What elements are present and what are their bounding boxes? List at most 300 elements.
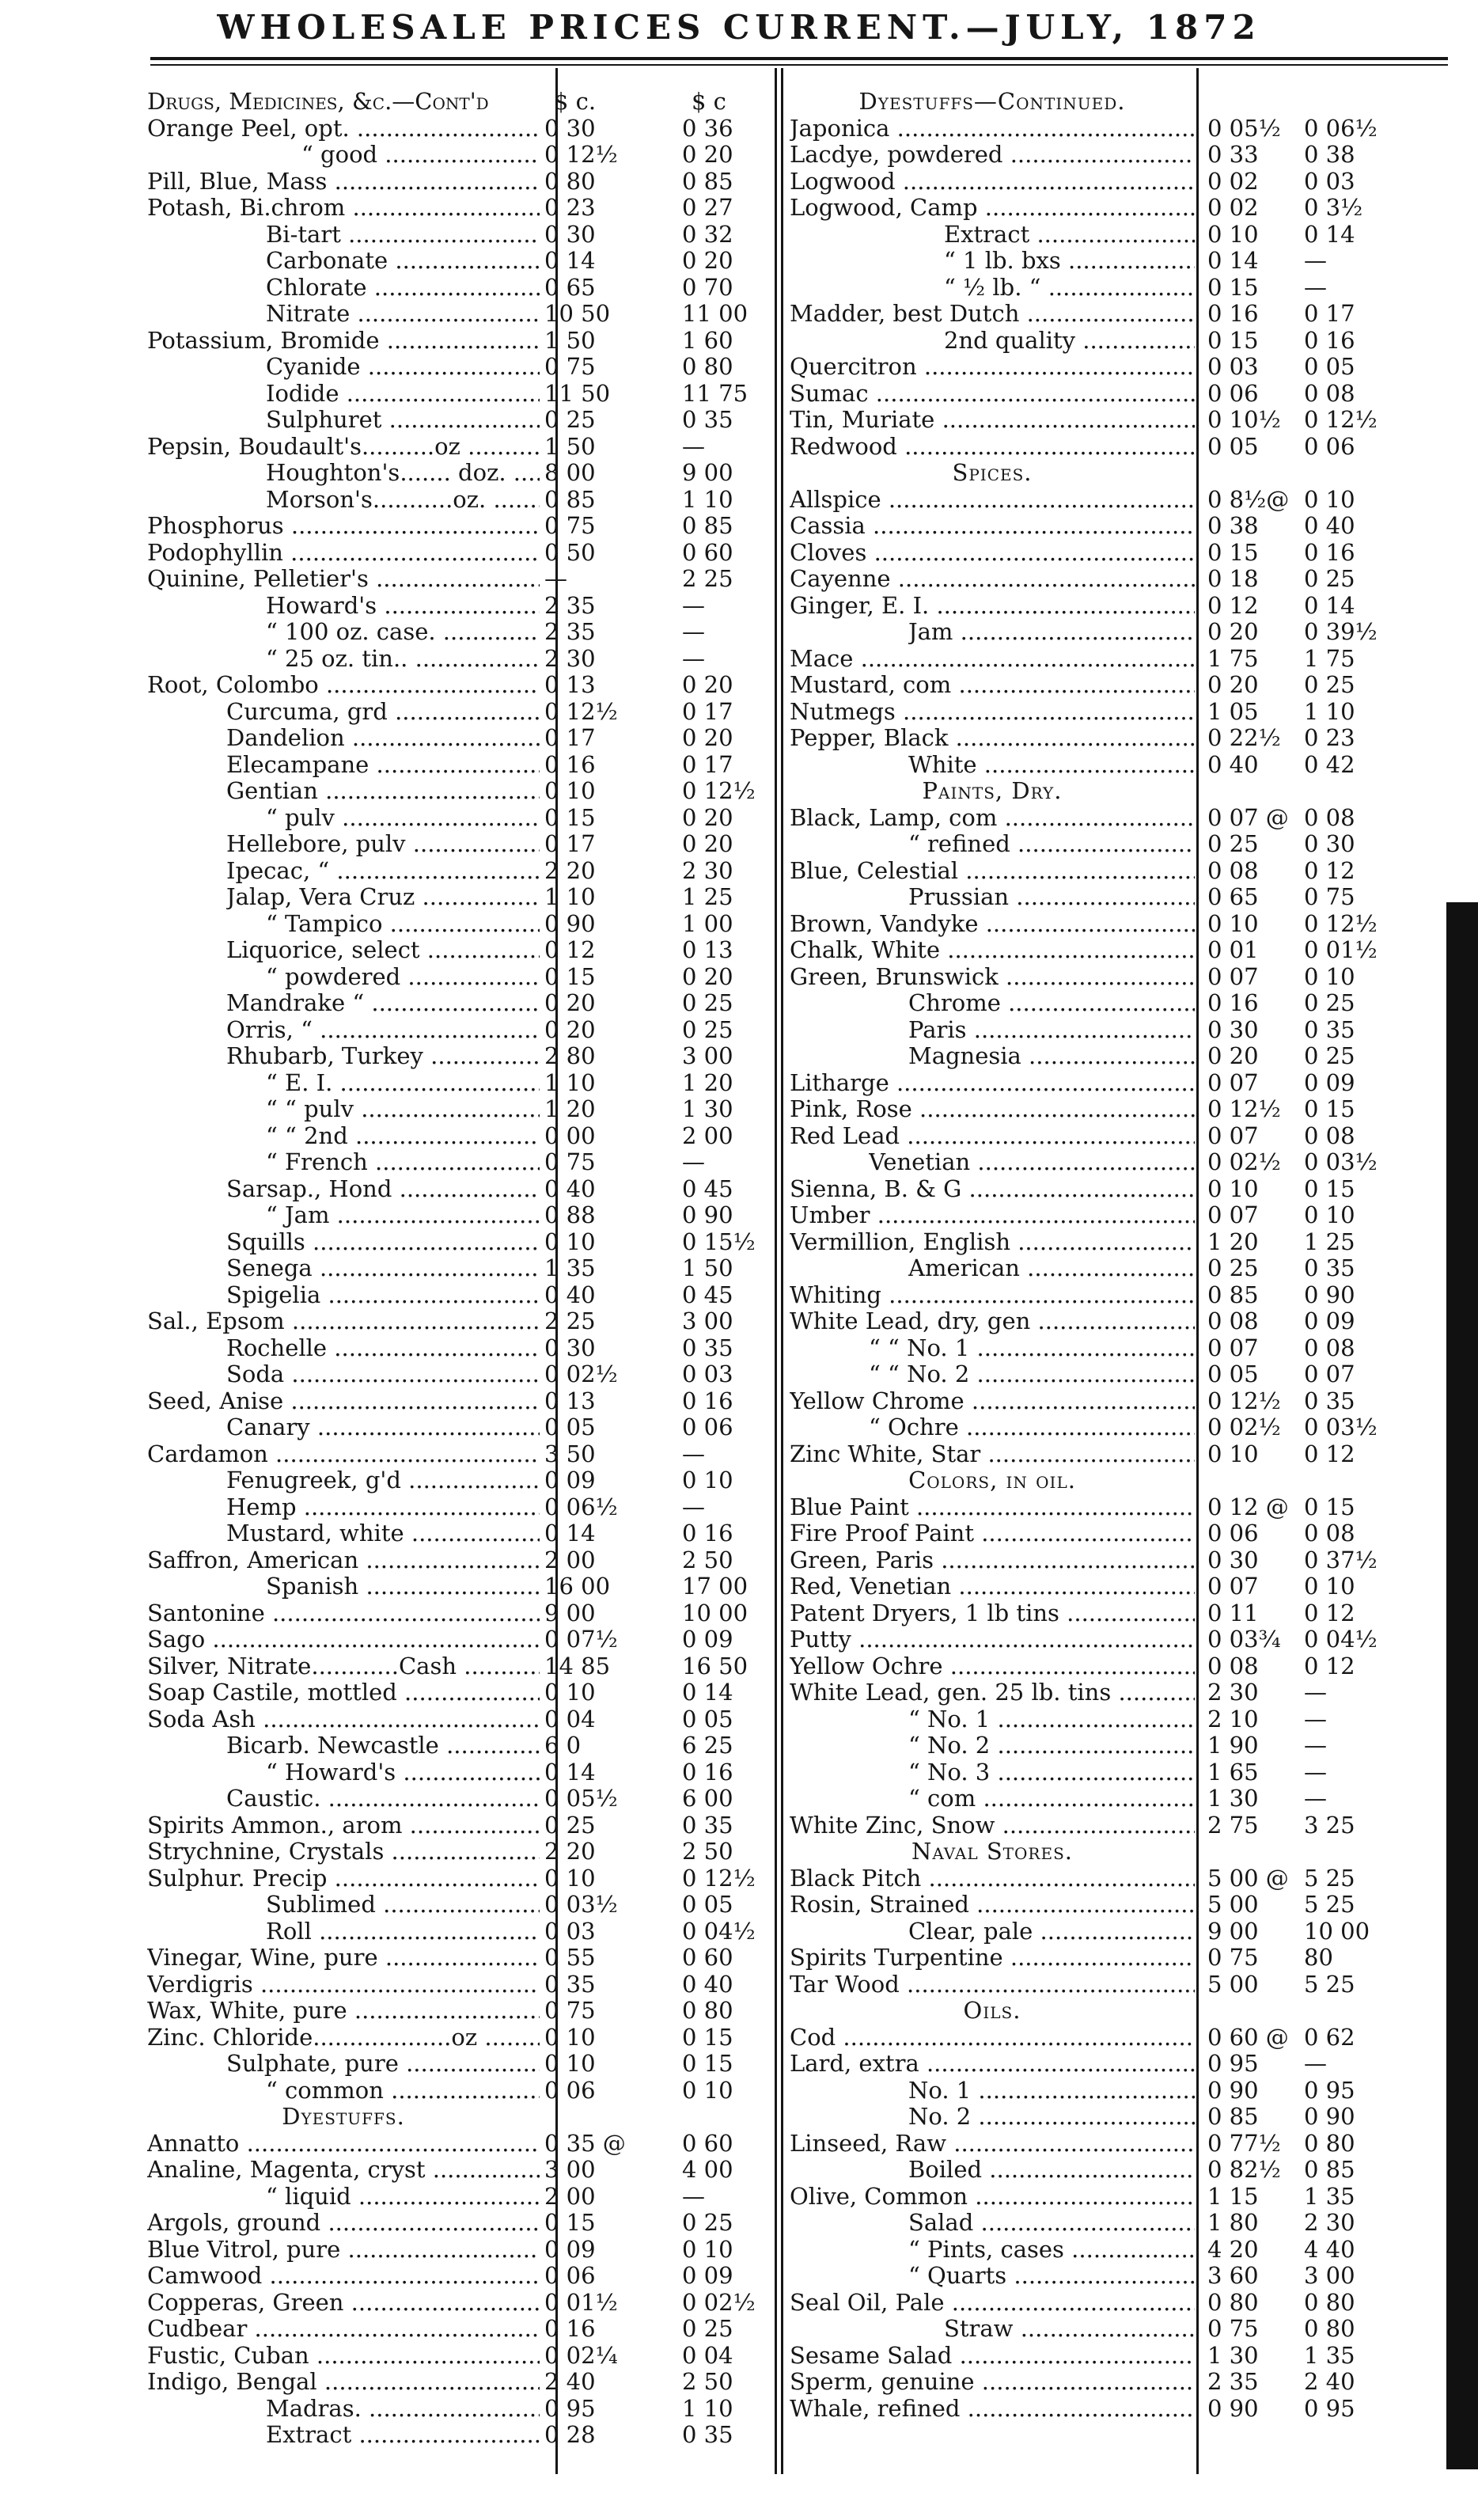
price-row [147, 2131, 772, 2158]
price-row [147, 2316, 772, 2343]
price-high: 0 01½ [1304, 936, 1378, 963]
item-name: Mandrake “ ..... [226, 990, 540, 1017]
price-row [790, 1255, 1431, 1282]
price-row [790, 1282, 1431, 1309]
price-row [147, 540, 772, 567]
price-row [147, 1918, 772, 1945]
price-row [147, 275, 772, 302]
price-low: 0 12 [544, 936, 596, 963]
price-high: 0 80 [682, 1997, 733, 2024]
item-name: Carbonate ..... [266, 248, 540, 275]
price-low: 0 05½ [544, 1785, 618, 1812]
price-low: 2 40 [544, 2368, 596, 2395]
price-row [790, 619, 1431, 646]
item-name: Mustard, white ..... [226, 1520, 540, 1547]
item-name: “ refined ..... [908, 831, 1195, 858]
price-high: — [682, 1148, 705, 1175]
price-row [790, 1520, 1431, 1547]
price-low: 1 35 [544, 1254, 596, 1281]
item-name: Sienna, B. & G ..... [790, 1176, 1195, 1203]
item-name: Chrome ..... [908, 990, 1195, 1017]
price-row [147, 1017, 772, 1044]
section-heading [790, 778, 1431, 805]
price-high: 0 10 [1304, 1573, 1355, 1600]
price-low: 0 08 [1207, 1652, 1259, 1679]
price-low: 0 03¾ [1207, 1626, 1281, 1653]
top-rule-thin [150, 64, 1448, 66]
price-low: 0 00 [544, 1121, 596, 1149]
price-row [790, 1149, 1431, 1176]
price-low: 6 0 [544, 1732, 582, 1759]
price-high: 0 38 [1304, 141, 1355, 168]
item-name: Pepper, Black ..... [790, 725, 1195, 752]
item-name: “ “ No. 1 ..... [869, 1335, 1195, 1362]
price-low: 1 10 [544, 1068, 596, 1096]
item-name: Paints, Dry. [922, 778, 1063, 804]
column-rule-center-b [781, 68, 783, 2474]
item-name: Orris, “ ..... [226, 1017, 540, 1044]
price-row [790, 831, 1431, 858]
price-low: 0 30 [544, 114, 596, 142]
price-high: — [1304, 1705, 1327, 1732]
price-row [790, 699, 1431, 726]
price-row [147, 1759, 772, 1786]
price-row [790, 937, 1431, 964]
column-rule-center-a [775, 68, 777, 2474]
price-high: 0 15 [1304, 1493, 1355, 1520]
price-low: 0 15 [1207, 538, 1259, 566]
item-name: “ Howard's ..... [266, 1759, 540, 1786]
item-name: Gentian ..... [226, 778, 540, 805]
price-row [790, 1414, 1431, 1441]
price-low: 0 10 [1207, 220, 1259, 248]
price-row [147, 195, 772, 222]
item-name: Bicarb. Newcastle ..... [226, 1732, 540, 1759]
price-high: 1 30 [682, 1095, 733, 1122]
price-low: 8 00 [544, 459, 596, 486]
price-row [790, 434, 1431, 461]
price-low: 0 25 [544, 406, 596, 433]
price-high: 0 62 [1304, 2023, 1355, 2051]
price-low: 2 20 [544, 856, 596, 884]
price-row [147, 1839, 772, 1865]
item-name: Whiting ..... [790, 1282, 1195, 1309]
price-high: 0 25 [1304, 671, 1355, 698]
price-row [790, 354, 1431, 381]
price-row [790, 1202, 1431, 1229]
price-high: 0 12½ [1304, 909, 1378, 937]
price-table-left [147, 89, 772, 2449]
item-name: “ Ochre ..... [869, 1414, 1195, 1441]
price-low: 0 03 [544, 1917, 596, 1945]
price-high: 10 00 [682, 1599, 748, 1626]
item-name: Cudbear ..... [147, 2316, 540, 2343]
price-high: 0 20 [682, 247, 733, 274]
price-row [790, 195, 1431, 222]
price-low: 0 10 [544, 2023, 596, 2051]
price-row [147, 699, 772, 726]
item-name: Sublimed ..... [266, 1892, 540, 1918]
item-name: “ No. 3 ..... [908, 1759, 1195, 1786]
price-row [790, 301, 1431, 328]
price-high: 0 20 [682, 962, 733, 990]
price-low: 0 04 [544, 1705, 596, 1732]
item-name: Cassia ..... [790, 513, 1195, 540]
price-row [790, 1653, 1431, 1680]
price-high: 0 35 [682, 406, 733, 433]
item-name: Camwood ..... [147, 2263, 540, 2290]
section-heading [790, 1839, 1431, 1865]
price-row [790, 1096, 1431, 1123]
price-low: 0 03½ [544, 1891, 618, 1918]
price-high: — [682, 591, 705, 619]
price-low: 0 05½ [1207, 114, 1281, 142]
section-heading [790, 89, 1431, 116]
item-name: Prussian ..... [908, 884, 1195, 911]
price-low: 0 12 @ [1207, 1493, 1289, 1520]
price-low: 1 50 [544, 326, 596, 354]
price-high: 0 80 [1304, 2315, 1355, 2342]
price-high: 0 03 [682, 1361, 733, 1387]
item-name: Caustic. ..... [226, 1786, 540, 1812]
price-row [790, 248, 1431, 275]
price-high: — [682, 644, 705, 672]
price-low: 0 06½ [544, 1493, 618, 1520]
price-row [790, 381, 1431, 408]
price-low: 2 35 [1207, 2368, 1259, 2395]
item-name: Spices. [952, 460, 1033, 486]
price-high: 0 15 [1304, 1095, 1355, 1122]
price-row [790, 1812, 1431, 1839]
price-row [147, 1070, 772, 1097]
item-name: Logwood, Camp ..... [790, 195, 1195, 222]
price-row [147, 381, 772, 408]
price-high: 0 12 [1304, 1652, 1355, 1679]
price-low: 14 85 [544, 1652, 611, 1679]
price-high: 0 25 [1304, 1042, 1355, 1069]
price-row [147, 672, 772, 699]
price-low: 0 14 [544, 1758, 596, 1786]
price-high: 3 00 [682, 1042, 733, 1069]
price-high: 1 35 [1304, 2341, 1355, 2369]
item-name: Allspice ..... [790, 487, 1195, 514]
section-heading [790, 1467, 1431, 1494]
price-row [147, 2369, 772, 2396]
price-row [790, 1600, 1431, 1627]
price-low: 9 00 [1207, 1917, 1259, 1945]
item-name: Rochelle ..... [226, 1335, 540, 1362]
price-high: 0 27 [682, 194, 733, 221]
price-high: 0 07 [1304, 1361, 1355, 1387]
price-low: 2 30 [1207, 1679, 1259, 1706]
item-name: Pill, Blue, Mass ..... [147, 169, 540, 195]
price-high: 0 10 [682, 1467, 733, 1493]
item-name: Howard's ..... [266, 593, 540, 620]
price-high: 4 40 [1304, 2235, 1355, 2263]
item-name: Logwood ..... [790, 169, 1195, 195]
price-high: 0 14 [1304, 220, 1355, 248]
price-high: 6 00 [682, 1785, 733, 1812]
price-low: 3 00 [544, 2156, 596, 2183]
item-name: Vermillion, English ..... [790, 1229, 1195, 1256]
price-low: 0 13 [544, 671, 596, 698]
price-high: 0 17 [682, 750, 733, 778]
price-high: 0 35 [682, 2421, 733, 2448]
item-name: “ liquid ..... [266, 2184, 540, 2211]
price-row [147, 646, 772, 673]
item-name: Litharge ..... [790, 1070, 1195, 1097]
price-row [790, 1388, 1431, 1415]
price-low: 5 00 @ [1207, 1864, 1289, 1892]
item-name: Umber ..... [790, 1202, 1195, 1229]
item-name: Annatto ..... [147, 2131, 540, 2158]
item-name: Whale, refined ..... [790, 2396, 1195, 2423]
price-row [147, 328, 772, 355]
price-row [147, 1892, 772, 1918]
price-low: 0 75 [1207, 1944, 1259, 1971]
item-name: Hemp ..... [226, 1494, 540, 1521]
price-low: 0 30 [544, 220, 596, 248]
price-high: 0 08 [1304, 1121, 1355, 1149]
item-name: Saffron, American ..... [147, 1547, 540, 1574]
item-name: Bi-tart ..... [266, 222, 540, 249]
price-row [790, 1626, 1431, 1653]
item-name: Clear, pale ..... [908, 1918, 1195, 1945]
price-low: 0 05 [1207, 1361, 1259, 1387]
price-low: 0 07½ [544, 1626, 618, 1653]
price-high: 3 00 [1304, 2262, 1355, 2289]
price-high: 0 08 [1304, 1334, 1355, 1361]
price-row [790, 2078, 1431, 2104]
item-name: Potassium, Bromide ..... [147, 328, 540, 355]
price-row [790, 2051, 1431, 2078]
item-name: Magnesia ..... [908, 1043, 1195, 1070]
price-high: 17 00 [682, 1573, 748, 1600]
price-row [147, 434, 772, 461]
item-name: Extract ..... [944, 222, 1195, 249]
item-name: Copperas, Green ..... [147, 2290, 540, 2317]
price-row [790, 2184, 1431, 2211]
price-high: 0 60 [682, 2129, 733, 2157]
price-low: 0 17 [544, 830, 596, 857]
price-high: 0 03½ [1304, 1148, 1378, 1175]
item-name: Podophyllin ..... [147, 540, 540, 567]
price-low: 5 00 [1207, 1891, 1259, 1918]
price-row [147, 2051, 772, 2078]
price-low: 0 07 [1207, 1068, 1259, 1096]
item-name: Seal Oil, Pale ..... [790, 2290, 1195, 2317]
item-name: Chalk, White ..... [790, 937, 1195, 964]
price-high: — [1304, 1785, 1327, 1812]
price-low: 1 20 [544, 1095, 596, 1122]
price-high: 0 05 [682, 1705, 733, 1732]
price-row [790, 646, 1431, 673]
price-row [790, 1892, 1431, 1918]
price-high: — [1304, 1679, 1327, 1706]
price-low: 0 25 [1207, 830, 1259, 857]
price-high: 1 50 [682, 1254, 733, 1281]
price-low: 0 06 [1207, 379, 1259, 407]
price-high: 0 90 [682, 1201, 733, 1228]
price-low: 0 10 [544, 1864, 596, 1892]
price-low: 0 40 [544, 1281, 596, 1308]
price-low: 4 20 [1207, 2235, 1259, 2263]
price-high: 16 50 [682, 1652, 748, 1679]
price-high: 0 03½ [1304, 1414, 1378, 1440]
price-high: 0 80 [1304, 2129, 1355, 2157]
price-low: 0 13 [544, 1387, 596, 1414]
price-high: 0 20 [682, 671, 733, 698]
item-name: Sulphate, pure ..... [226, 2051, 540, 2078]
price-high: 3 00 [682, 1307, 733, 1334]
item-name: “ 100 oz. case. ..... [266, 619, 540, 646]
item-name: Sumac ..... [790, 381, 1195, 408]
item-name: Quercitron ..... [790, 354, 1195, 381]
section-heading [790, 1998, 1431, 2025]
price-low: 0 75 [544, 512, 596, 539]
price-row [790, 2104, 1431, 2131]
price-row [147, 593, 772, 620]
price-high: 0 12½ [1304, 406, 1378, 433]
item-name: Fustic, Cuban ..... [147, 2343, 540, 2370]
item-name: “ 25 oz. tin.. ..... [266, 646, 540, 673]
item-name: Straw ..... [944, 2316, 1195, 2343]
item-name: Redwood ..... [790, 434, 1195, 461]
price-low: 0 16 [544, 750, 596, 778]
price-high: 1 75 [1304, 644, 1355, 672]
price-high: 0 35 [1304, 1387, 1355, 1414]
price-row [147, 1547, 772, 1574]
price-row [147, 1388, 772, 1415]
price-row [790, 566, 1431, 593]
item-name: Chlorate ..... [266, 275, 540, 302]
price-low: 0 15 [1207, 273, 1259, 301]
price-high: 2 50 [682, 1838, 733, 1865]
price-low: 0 82½ [1207, 2156, 1281, 2183]
item-name: “ Tampico ..... [266, 911, 540, 938]
price-row [147, 1812, 772, 1839]
price-high: 0 39½ [1304, 618, 1378, 645]
price-low: 0 07 [1207, 962, 1259, 990]
item-name: Spanish ..... [266, 1573, 540, 1600]
price-high: 0 12½ [682, 1864, 756, 1892]
price-row [147, 222, 772, 249]
price-row [147, 248, 772, 275]
item-name: “ good ..... [301, 142, 540, 169]
item-name: Mace ..... [790, 646, 1195, 673]
item-name: Sarsap., Hond ..... [226, 1176, 540, 1203]
price-high: 2 40 [1304, 2368, 1355, 2395]
price-high: 0 75 [1304, 883, 1355, 910]
item-name: Soda ..... [226, 1361, 540, 1388]
item-name: Putty ..... [790, 1626, 1195, 1653]
price-high: — [1304, 1758, 1327, 1786]
price-row [147, 1945, 772, 1972]
item-name: White Zinc, Snow ..... [790, 1812, 1195, 1839]
price-row [147, 1255, 772, 1282]
price-high: — [1304, 247, 1327, 274]
price-high: 1 60 [682, 326, 733, 354]
price-high: 5 25 [1304, 1970, 1355, 1998]
price-low: 0 09 [544, 1467, 596, 1493]
price-high: 0 23 [1304, 724, 1355, 751]
price-low: 0 06 [544, 2262, 596, 2289]
item-name: Cod ..... [790, 2025, 1195, 2051]
price-high: 0 06 [682, 1414, 733, 1440]
price-row [147, 2343, 772, 2370]
price-row [790, 1176, 1431, 1203]
price-high: 0 30 [1304, 830, 1355, 857]
price-low: 2 00 [544, 2182, 596, 2210]
price-row [790, 2237, 1431, 2264]
price-row [790, 2369, 1431, 2396]
price-low: 0 12 [1207, 591, 1259, 619]
price-row [147, 513, 772, 540]
price-low: 0 12½ [544, 141, 618, 168]
price-low: 2 75 [1207, 1811, 1259, 1839]
price-low: 0 20 [1207, 1042, 1259, 1069]
price-high: 0 35 [1304, 1254, 1355, 1281]
price-row [790, 2290, 1431, 2317]
price-low: 0 20 [1207, 618, 1259, 645]
item-name: Red, Venetian ..... [790, 1573, 1195, 1600]
item-name: “ 1 lb. bxs ..... [944, 248, 1195, 275]
column-heading [147, 89, 772, 116]
price-low: 0 95 [544, 2394, 596, 2422]
price-row [790, 1759, 1431, 1786]
item-name: Jam ..... [908, 619, 1195, 646]
item-name: Yellow Chrome ..... [790, 1388, 1195, 1415]
price-low: 0 10½ [1207, 406, 1281, 433]
price-low: 0 30 [1207, 1546, 1259, 1573]
price-row [790, 487, 1431, 514]
price-low: 9 00 [544, 1599, 596, 1626]
price-low: 1 30 [1207, 2341, 1259, 2369]
item-name: Canary ..... [226, 1414, 540, 1441]
price-low: 0 20 [544, 989, 596, 1016]
price-high: 0 09 [682, 1626, 733, 1653]
item-name: 2nd quality ..... [944, 328, 1195, 355]
price-low: 0 80 [544, 167, 596, 195]
price-low: 0 16 [1207, 989, 1259, 1016]
price-low: 0 75 [544, 1997, 596, 2024]
price-row [790, 328, 1431, 355]
price-high: 1 10 [682, 2394, 733, 2422]
price-row [147, 142, 772, 169]
price-row [790, 1679, 1431, 1706]
price-high: — [682, 2182, 705, 2210]
price-low: 0 90 [544, 909, 596, 937]
price-low: 2 00 [544, 1546, 596, 1573]
price-row [147, 2210, 772, 2237]
price-high: 0 95 [1304, 2076, 1355, 2104]
item-name: “ “ pulv ..... [266, 1096, 540, 1123]
price-high: 0 40 [682, 1970, 733, 1998]
price-low: 0 10 [1207, 1440, 1259, 1467]
price-low: 2 10 [1207, 1705, 1259, 1732]
price-row [790, 1865, 1431, 1892]
price-row [147, 566, 772, 593]
price-high: 0 14 [1304, 591, 1355, 619]
price-low: 0 20 [1207, 671, 1259, 698]
price-row [790, 672, 1431, 699]
price-high: 3 25 [1304, 1811, 1355, 1839]
price-high: 0 09 [1304, 1068, 1355, 1096]
price-row [147, 1786, 772, 1812]
price-low: 0 25 [1207, 1254, 1259, 1281]
price-high: 0 37½ [1304, 1546, 1378, 1573]
price-low: 0 85 [1207, 1281, 1259, 1308]
